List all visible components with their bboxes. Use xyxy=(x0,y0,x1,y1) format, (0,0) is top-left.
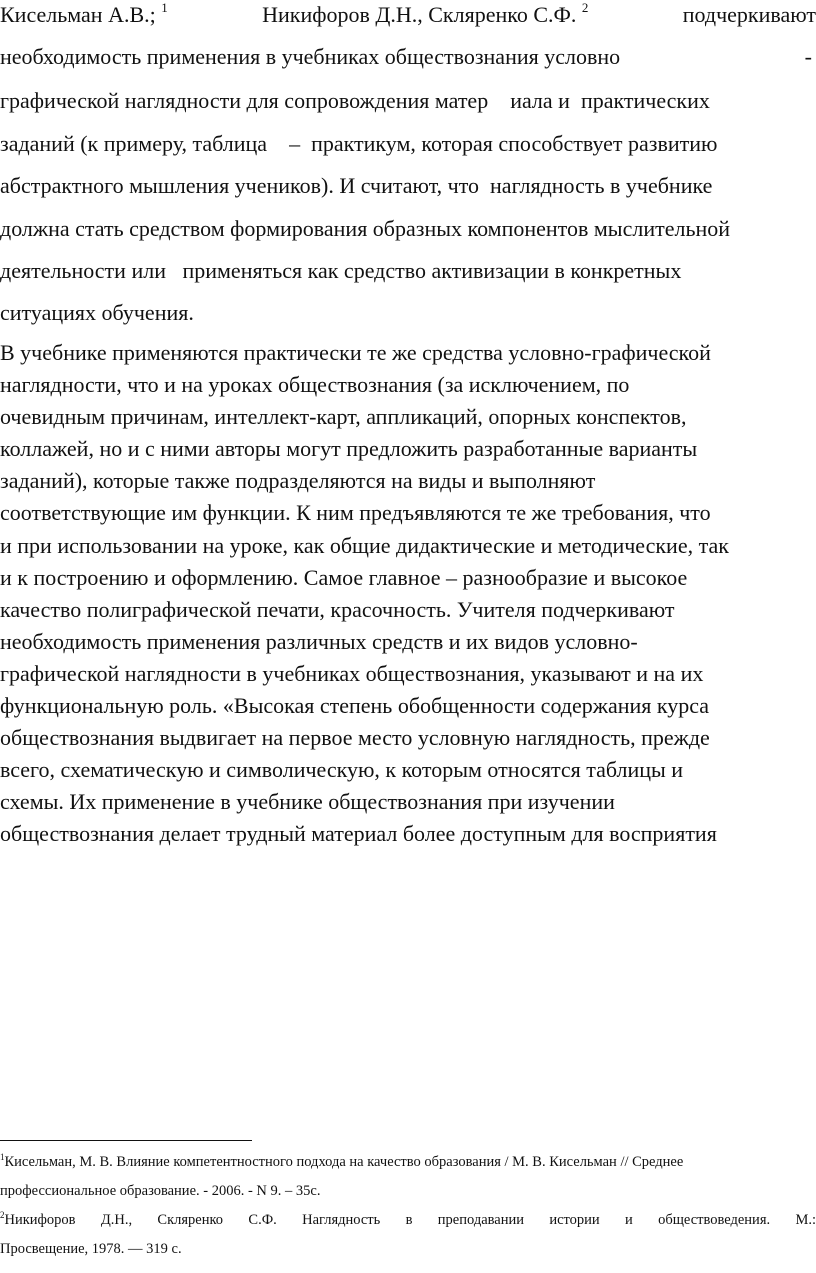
paragraph-2-line: необходимость применения различных средств и их видов условно- xyxy=(0,628,638,654)
paragraph-1-line-2 xyxy=(0,42,816,72)
footnote-ref-1[interactable]: 1 xyxy=(161,0,168,15)
hyphen-text: - xyxy=(804,44,812,69)
paragraph-2-line: качество полиграфической печати, красочность. Учителя подчеркивают xyxy=(0,596,675,622)
paragraph-1-line-4: заданий (к примеру, таблица – практикум, которая способствует развитию xyxy=(0,131,718,156)
authors-nikiforov-sklyarenko: Никифоров Д.Н., Скляренко С.Ф. $^2$ xyxy=(262,0,589,27)
author-kiselman: Кисельман А.В.; $^1$ xyxy=(0,0,168,27)
paragraph-2-line: графической наглядности в учебниках обществознания, указывают и на их xyxy=(0,660,704,686)
paragraph-2-line: всего, схематическую и символическую, к которым относятся таблицы и xyxy=(0,757,684,783)
line-text: необходимость применения в учебниках обществознания условно xyxy=(0,44,621,69)
verb-text: подчеркивают xyxy=(682,2,816,27)
paragraph-2-line: обществознания делает трудный материал более доступным для восприятия xyxy=(0,821,717,847)
paragraph-2-line: обществознания выдвигает на первое место условную наглядность, прежде xyxy=(0,725,710,751)
footnote-1-number: 1 xyxy=(0,1152,5,1162)
footnote-2 xyxy=(0,1206,816,1263)
paragraph-2-line: схемы. Их применение в учебнике обществознания при изучении xyxy=(0,789,615,815)
paragraph-2-line: заданий), которые также подразделяются на виды и выполняют xyxy=(0,468,596,494)
paragraph-1-line-6: должна стать средством формирования образных компонентов мыслительной xyxy=(0,216,731,241)
footnote-separator xyxy=(0,1140,252,1141)
footnote-2-line-2: Просвещение, 1978. — 319 с. xyxy=(0,1241,182,1257)
footnote-ref-2[interactable]: 2 xyxy=(581,0,589,15)
paragraph-2-line: и при использовании на уроке, как общие дидактические и методические, так xyxy=(0,532,729,558)
paragraph-2-line: и к построению и оформлению. Самое главное – разнообразие и высокое xyxy=(0,564,688,590)
paragraph-2-line: коллажей, но и с ними авторы могут предложить разработанные варианты xyxy=(0,436,698,462)
paragraph-2-line: В учебнике применяются практически те же средства условно-графической xyxy=(0,340,711,365)
footnote-1-line-2: профессиональное образование. - 2006. - N 9. – 35с. xyxy=(0,1183,321,1199)
footnote-2-number: 2 xyxy=(0,1210,5,1220)
paragraph-1-line-3: графической наглядности для сопровождения матер иала и практических xyxy=(0,88,710,113)
paragraph-2-line: наглядности, что и на уроках обществознания (за исключением, по xyxy=(0,372,630,398)
footnote-2-text: Никифоров Д.Н., Скляренко С.Ф. Наглядность в преподавании истории и обществоведения. М.: xyxy=(4,1212,816,1228)
paragraph-1-line-7: деятельности или применяться как средство активизации в конкретных xyxy=(0,258,682,283)
footnote-1-line-1 xyxy=(0,1148,816,1177)
footnote-2-line-1 xyxy=(0,1206,816,1235)
paragraph-1-line-5: абстрактного мышления учеников). И считают, что наглядность в учебнике xyxy=(0,173,713,198)
paragraph-1-line-1 xyxy=(0,0,816,33)
paragraph-1-line-8: ситуациях обучения. xyxy=(0,300,194,325)
footnote-1-text: Кисельман, М. В. Влияние компетентностного подхода на качество образования / М. В. Кисельман // Среднее xyxy=(4,1154,684,1170)
footnote-1 xyxy=(0,1148,816,1205)
paragraph-2-line: очевидным причинам, интеллект-карт, аппликаций, опорных конспектов, xyxy=(0,404,687,430)
paragraph-2 xyxy=(0,337,816,851)
paragraph-2-line: соответствующие им функции. К ним предъявляются те же требования, что xyxy=(0,500,711,526)
paragraph-2-line: функциональную роль. «Высокая степень обобщенности содержания курса xyxy=(0,693,710,719)
